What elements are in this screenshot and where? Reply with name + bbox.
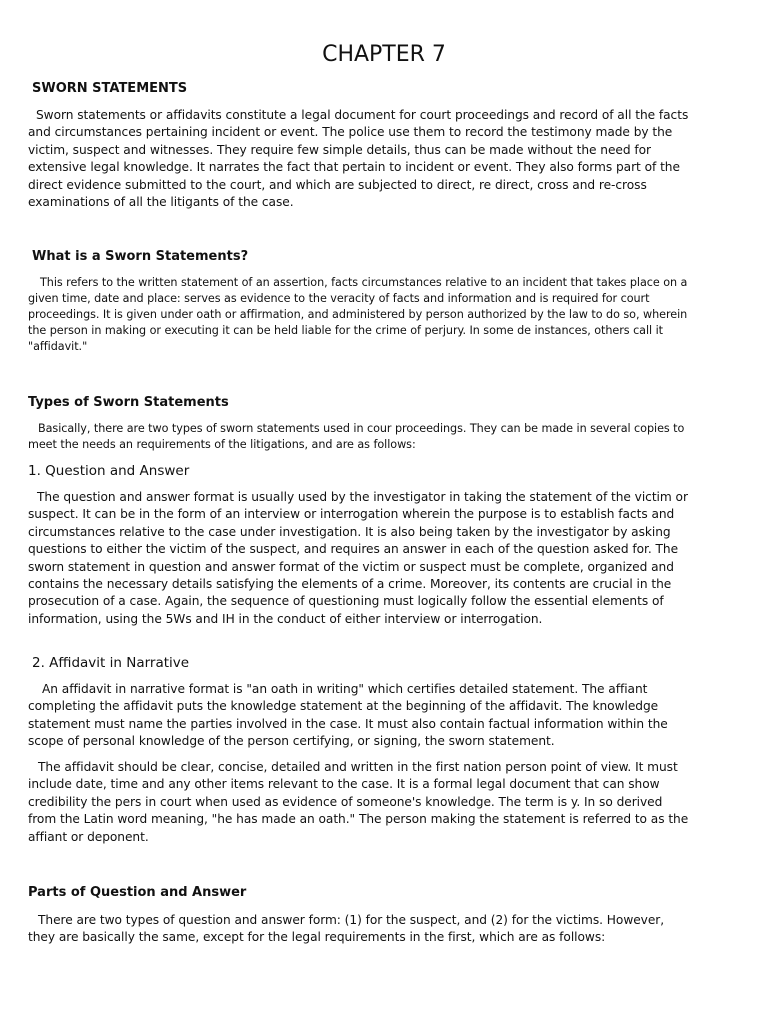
section-heading-what-is: What is a Sworn Statements? bbox=[32, 249, 249, 264]
paragraph-sworn-statements: Sworn statements or affidavits constitute a legal document for court proceedings and record of all the facts and circumstances pertaining incident or event. The police use them to record the testimony made by the victim, suspect and witnesses. They require few simple details, thus can be made without the need for extensive legal knowledge. It narrates the fact that pertain to incident or event. They also forms part of the direct evidence submitted to the court, and which are subjected to direct, re direct, cross and re-cross examinations of all the litigants of the case. bbox=[28, 108, 689, 210]
section-heading-affidavit-narrative: 2. Affidavit in Narrative bbox=[32, 655, 190, 671]
section-heading-question-answer: 1. Question and Answer bbox=[28, 463, 190, 479]
section-heading-sworn-statements: SWORN STATEMENTS bbox=[32, 81, 188, 96]
paragraph-affidavit-narrative-2: The affidavit should be clear, concise, detailed and written in the first nation person point of view. It must include date, time and any other items relevant to the case. It is a formal legal document that can show credibility the pers in court when used as evidence of someone's knowledge. The term is y. In so derived from the Latin word meaning, "he has made an oath." The person making the statement is referred to as the affiant or deponent. bbox=[28, 760, 689, 844]
paragraph-parts: There are two types of question and answer form: (1) for the suspect, and (2) for the victims. However, they are basically the same, except for the legal requirements in the first, which are as follows: bbox=[28, 913, 665, 945]
chapter-title: CHAPTER 7 bbox=[322, 42, 446, 67]
paragraph-what-is: This refers to the written statement of an assertion, facts circumstances relative to an incident that takes place on a given time, date and place: serves as evidence to the veracity of facts and information and is required for court proceedings. It is given under oath or affirmation, and administered by person authorized by the law to do so, wherein the person in making or executing it can be held liable for the crime of perjury. In some de instances, others call it "affidavit." bbox=[28, 276, 688, 354]
paragraph-affidavit-narrative-1: An affidavit in narrative format is "an oath in writing" which certifies detailed statement. The affiant completing the affidavit puts the knowledge statement at the beginning of the affidavit. The knowledge statement must name the parties involved in the case. It must also contain factual information within the scope of personal knowledge of the person certifying, or signing, the sworn statement. bbox=[28, 682, 668, 749]
section-heading-parts: Parts of Question and Answer bbox=[28, 885, 247, 900]
paragraph-question-answer: The question and answer format is usually used by the investigator in taking the statement of the victim or suspect. It can be in the form of an interview or interrogation wherein the purpose is to establish facts and circumstances relative to the case under investigation. It is also being taken by the investigator by asking questions to either the victim of the suspect, and requires an answer in each of the question asked for. The sworn statement in question and answer format of the victim or suspect must be complete, organized and contains the necessary details satisfying the elements of a crime. Moreover, its contents are crucial in the prosecution of a case. Again, the sequence of questioning must logically follow the essential elements of information, using the 5Ws and IH in the conduct of either interview or interrogation. bbox=[28, 490, 688, 626]
section-heading-types: Types of Sworn Statements bbox=[28, 395, 229, 410]
paragraph-types: Basically, there are two types of sworn statements used in cour proceedings. They can be made in several copies to meet the needs an requirements of the litigations, and are as follows: bbox=[28, 422, 685, 452]
